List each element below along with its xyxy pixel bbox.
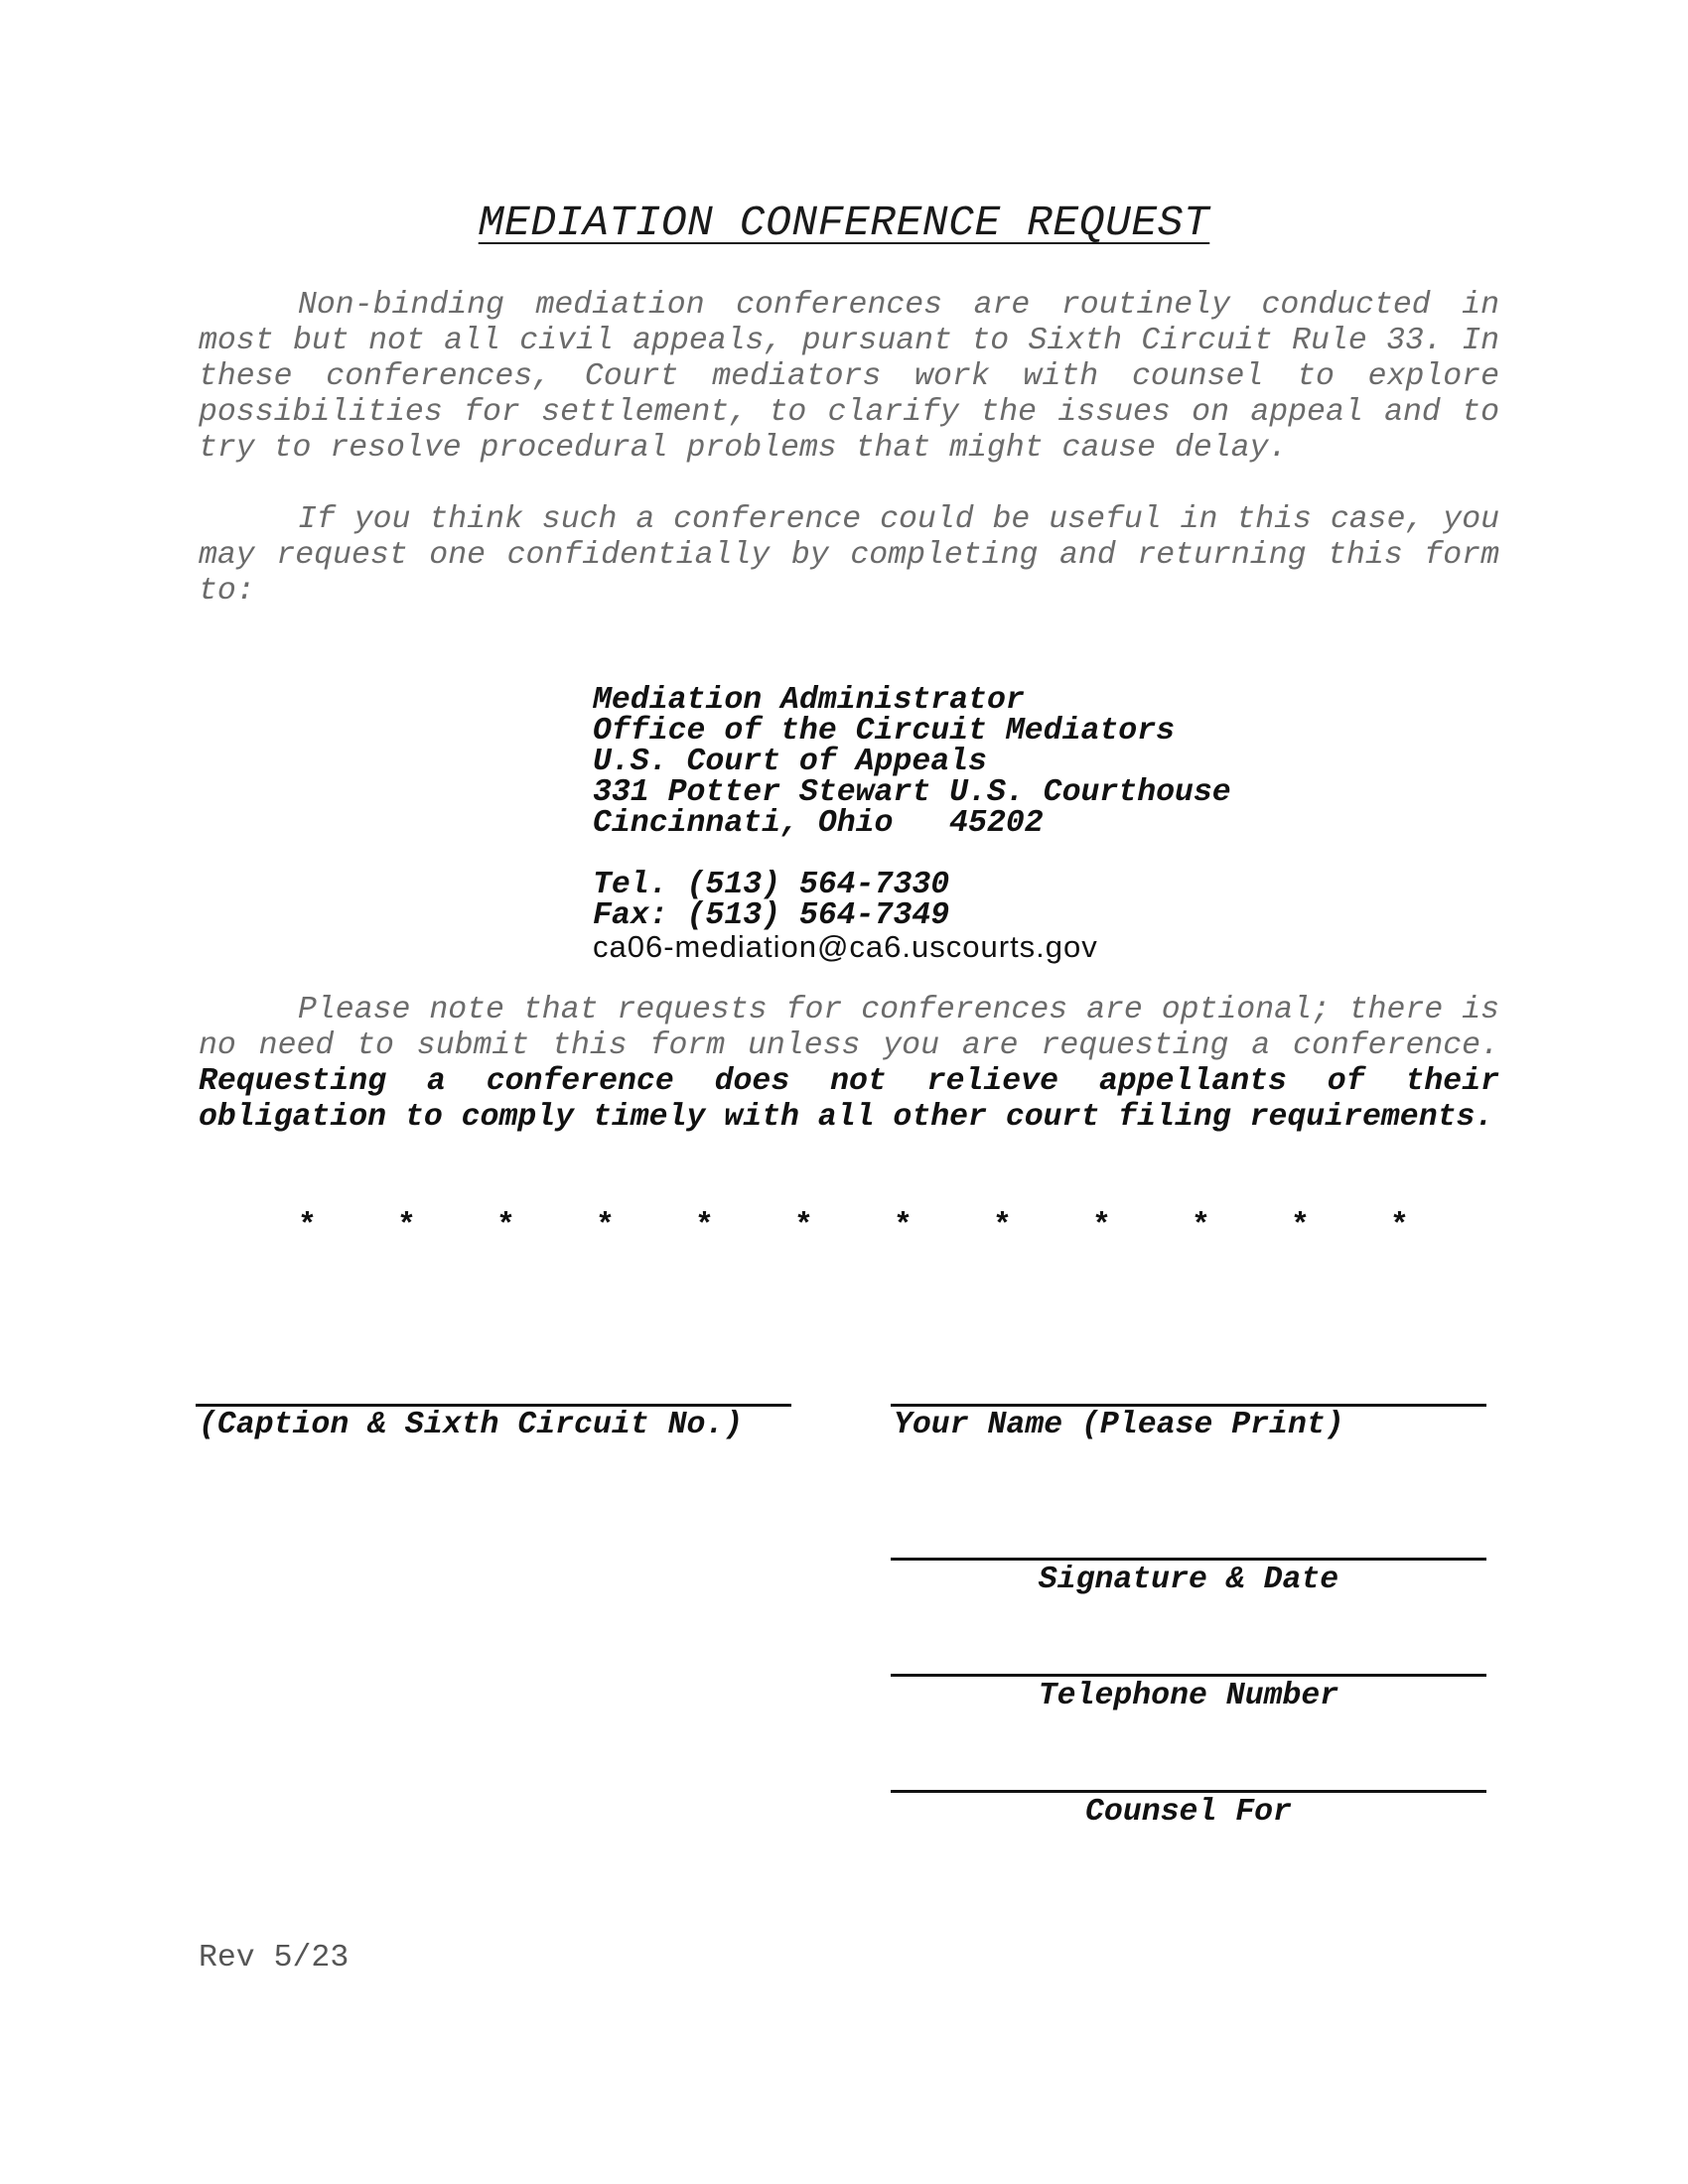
telephone-line: Tel. (513) 564-7330 <box>593 868 950 902</box>
address-line-4: 331 Potter Stewart U.S. Courthouse <box>593 775 1231 810</box>
intro-paragraph <box>199 288 1499 467</box>
separator-star: * <box>1390 1209 1409 1244</box>
caption-input-line[interactable] <box>196 1404 791 1407</box>
note-plain-text: Please note that requests for conferences are optional; there is no need to submit this form unless you are requesting a conference. <box>199 993 1499 1063</box>
fax-line: Fax: (513) 564-7349 <box>593 898 950 933</box>
signature-input-line[interactable] <box>891 1558 1486 1561</box>
telephone-label: Telephone Number <box>1038 1679 1339 1713</box>
address-line-3: U.S. Court of Appeals <box>593 745 987 779</box>
separator-star: * <box>993 1209 1012 1244</box>
separator-star: * <box>1192 1209 1210 1244</box>
telephone-input-line[interactable] <box>891 1674 1486 1677</box>
intro-text: Non-binding mediation conferences are routinely conducted in most but not all civil appeals, pursuant to Sixth Circuit Rule 33. In these conferences, Court mediators work with counsel to explore possibilities for settlement, to clarify the issues on appeal and to try to resolve procedural problems that might cause delay. <box>199 288 1499 466</box>
address-line-1: Mediation Administrator <box>593 683 1025 718</box>
note-paragraph <box>199 993 1499 1136</box>
separator-star: * <box>298 1209 317 1244</box>
address-line-5: Cincinnati, Ohio 45202 <box>593 806 1044 841</box>
separator-star: * <box>596 1209 615 1244</box>
caption-label: (Caption & Sixth Circuit No.) <box>199 1408 744 1442</box>
name-label: Your Name (Please Print) <box>894 1408 1344 1442</box>
name-input-line[interactable] <box>891 1404 1486 1407</box>
separator-star: * <box>794 1209 813 1244</box>
page-title: MEDIATION CONFERENCE REQUEST <box>478 199 1210 247</box>
signature-label: Signature & Date <box>1038 1563 1339 1597</box>
email-address: ca06-mediation@ca6.uscourts.gov <box>593 929 1098 964</box>
address-line-2: Office of the Circuit Mediators <box>593 714 1175 749</box>
separator-star: * <box>894 1209 913 1244</box>
revision-note: Rev 5/23 <box>199 1941 350 1976</box>
separator-star: * <box>397 1209 416 1244</box>
counsel-input-line[interactable] <box>891 1790 1486 1793</box>
counsel-label: Counsel For <box>1085 1795 1292 1830</box>
mailing-address <box>593 685 1231 962</box>
request-paragraph <box>199 502 1499 610</box>
request-text: If you think such a conference could be useful in this case, you may request one confidentially by completing and returning this form to: <box>199 502 1499 609</box>
separator-star: * <box>1291 1209 1310 1244</box>
separator-star: * <box>496 1209 515 1244</box>
note-bold-text: Requesting a conference does not relieve appellants of their obligation to comply timely with all other court filing requirements. <box>199 1064 1499 1135</box>
separator-star: * <box>1092 1209 1111 1244</box>
separator-star: * <box>695 1209 714 1244</box>
